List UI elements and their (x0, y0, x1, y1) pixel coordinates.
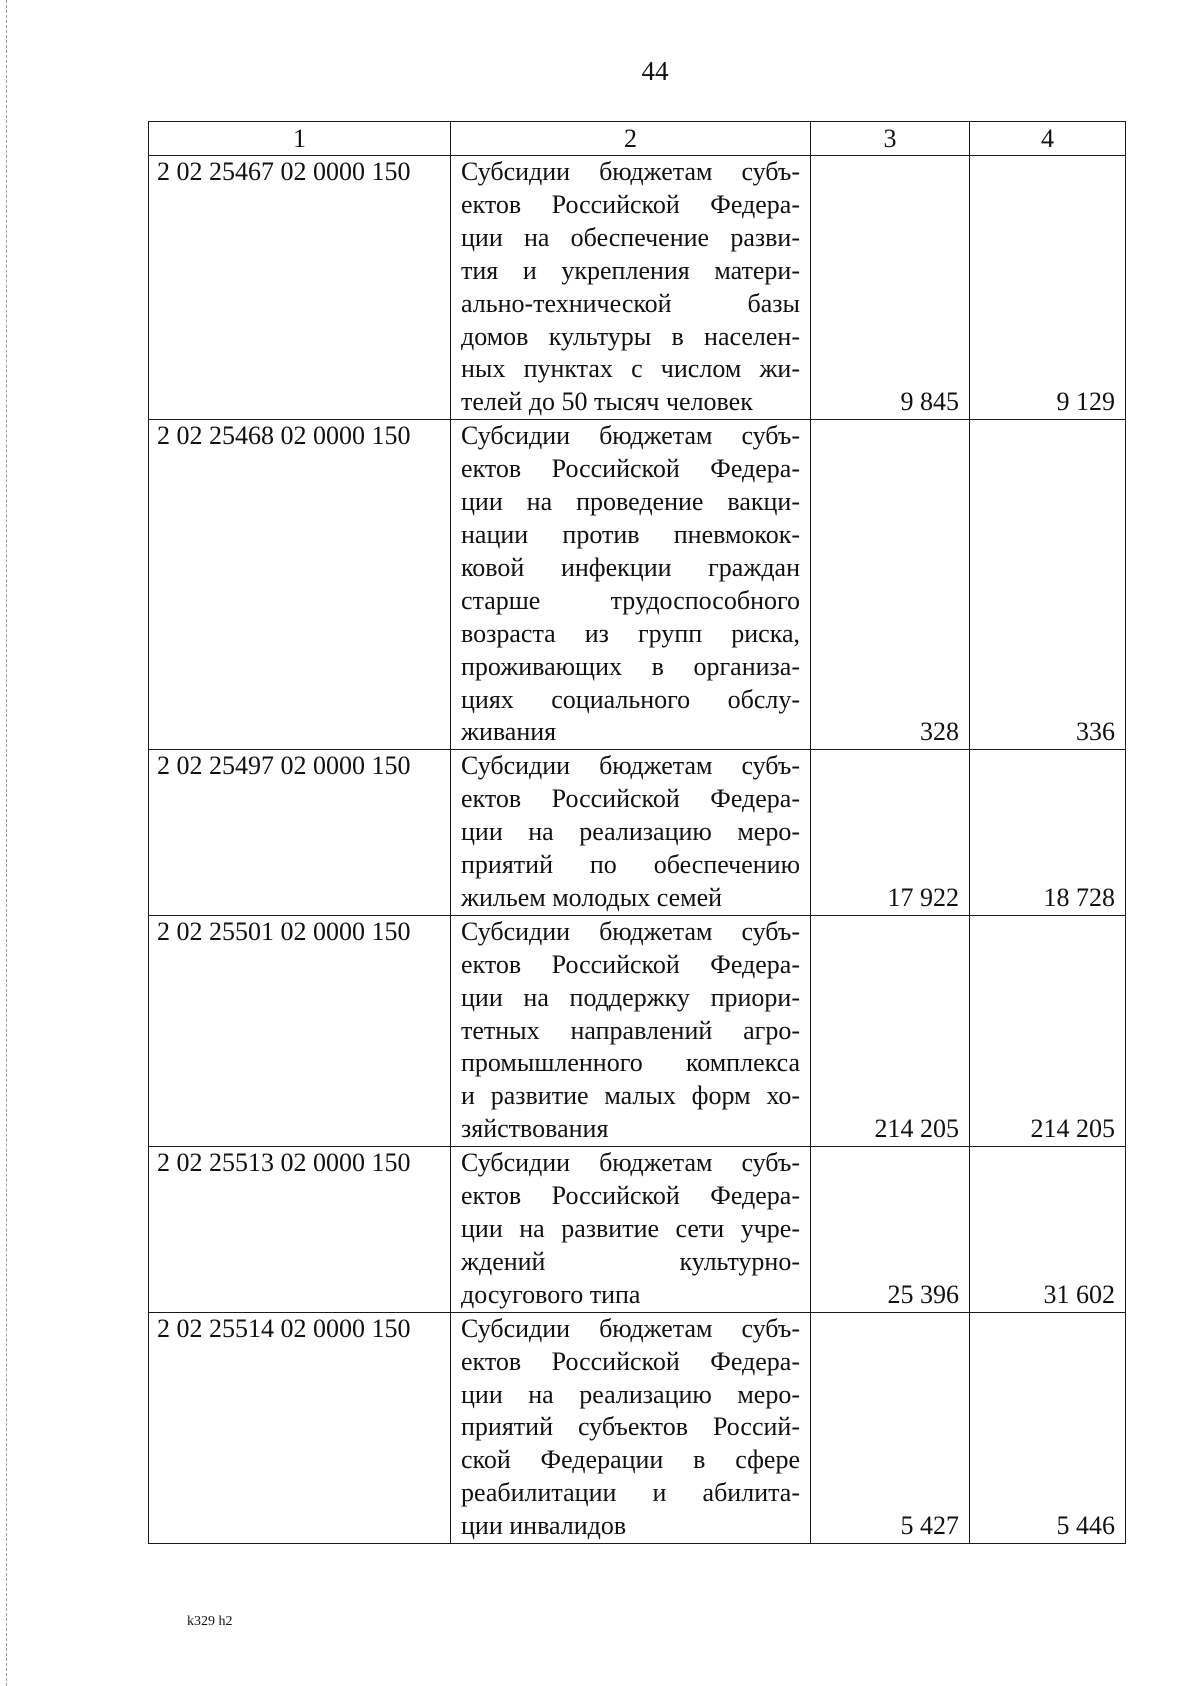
amount-column-4: 214 205 (970, 915, 1126, 1146)
description-line: телей до 50 тысяч человек (461, 387, 753, 417)
description-line: Субсидии бюджетам субъ- (461, 421, 800, 451)
description-line: ции на реализацию меро- (461, 817, 800, 847)
column-header-2: 2 (451, 122, 811, 156)
amount-column-3: 17 922 (811, 750, 970, 916)
income-description (451, 750, 811, 916)
description-line: ции на реализацию меро- (461, 1379, 800, 1409)
description-line: приятий по обеспечению (461, 850, 800, 880)
description-line: ции инвалидов (461, 1511, 627, 1541)
description-line: приятий субъектов Россий- (461, 1412, 800, 1442)
description-line: нации против пневмокок- (461, 519, 800, 549)
amount-column-3: 214 205 (811, 915, 970, 1146)
description-line: ектов Российской Федера- (461, 454, 800, 484)
description-line: ектов Российской Федера- (461, 949, 800, 979)
description-line: ально-технической базы (461, 288, 800, 318)
description-line: ектов Российской Федера- (461, 1181, 800, 1211)
description-line: Субсидии бюджетам субъ- (461, 751, 800, 781)
description-line: Субсидии бюджетам субъ- (461, 916, 800, 946)
amount-column-4: 336 (970, 420, 1126, 750)
page-number: 44 (641, 56, 669, 86)
classification-code: 2 02 25501 02 0000 150 (149, 915, 451, 1146)
description-line: промышленного комплекса (461, 1048, 800, 1078)
description-line: ковой инфекции граждан (461, 552, 800, 582)
amount-column-4: 31 602 (970, 1147, 1126, 1313)
description-line: ской Федерации в сфере (461, 1445, 800, 1475)
description-line: ектов Российской Федера- (461, 1346, 800, 1376)
column-header-4: 4 (970, 122, 1126, 156)
description-line: ектов Российской Федера- (461, 784, 800, 814)
amount-column-3: 328 (811, 420, 970, 750)
amount-column-3: 9 845 (811, 156, 970, 420)
table-row (149, 750, 1126, 916)
description-line: проживающих в организа- (461, 651, 800, 681)
description-line: ции на развитие сети учре- (461, 1214, 800, 1243)
classification-code: 2 02 25497 02 0000 150 (149, 750, 451, 916)
description-line: ных пунктах с числом жи- (461, 354, 800, 384)
description-line: домов культуры в населен- (461, 321, 800, 351)
description-line: Субсидии бюджетам субъ- (461, 1148, 800, 1178)
description-line: живания (461, 717, 557, 747)
description-line: Субсидии бюджетам субъ- (461, 157, 800, 186)
description-line: и развитие малых форм хо- (461, 1081, 800, 1111)
page-edge (6, 0, 7, 1686)
amount-column-3: 5 427 (811, 1312, 970, 1543)
column-header-1: 1 (149, 122, 451, 156)
description-line: тия и укрепления матери- (461, 255, 800, 285)
description-line: ектов Российской Федера- (461, 189, 800, 219)
column-header-3: 3 (811, 122, 970, 156)
footer-mark: k329 h2 (187, 1614, 233, 1629)
amount-column-3: 25 396 (811, 1147, 970, 1313)
income-description (451, 1312, 811, 1543)
table-row (149, 915, 1126, 1146)
table-header-row (149, 122, 1126, 156)
classification-code: 2 02 25468 02 0000 150 (149, 420, 451, 750)
description-line: тетных направлений агро- (461, 1015, 800, 1045)
income-description (451, 1147, 811, 1313)
description-line: реабилитации и абилита- (461, 1478, 800, 1508)
description-line: возраста из групп риска, (461, 618, 800, 648)
description-line: зяйствования (461, 1114, 609, 1144)
table-row (149, 1312, 1126, 1543)
income-description (451, 420, 811, 750)
amount-column-4: 5 446 (970, 1312, 1126, 1543)
description-line: циях социального обслу- (461, 684, 800, 714)
amount-column-4: 18 728 (970, 750, 1126, 916)
classification-code: 2 02 25513 02 0000 150 (149, 1147, 451, 1313)
description-line: старше трудоспособного (461, 585, 800, 615)
description-line: ции на проведение вакци- (461, 487, 800, 517)
description-line: ции на обеспечение разви- (461, 222, 800, 252)
income-description (451, 156, 811, 420)
table-row (149, 1147, 1126, 1313)
amount-column-4: 9 129 (970, 156, 1126, 420)
table-row (149, 420, 1126, 750)
description-line: жильем молодых семей (461, 882, 723, 912)
table-row (149, 156, 1126, 420)
table-body (149, 156, 1126, 1544)
classification-code: 2 02 25467 02 0000 150 (149, 156, 451, 420)
budget-table (148, 121, 1126, 1544)
description-line: ции на поддержку приори- (461, 982, 800, 1012)
income-description (451, 915, 811, 1146)
description-line: досугового типа (461, 1279, 641, 1309)
classification-code: 2 02 25514 02 0000 150 (149, 1312, 451, 1543)
description-line: ждений культурно- (461, 1246, 800, 1276)
description-line: Субсидии бюджетам субъ- (461, 1313, 800, 1343)
